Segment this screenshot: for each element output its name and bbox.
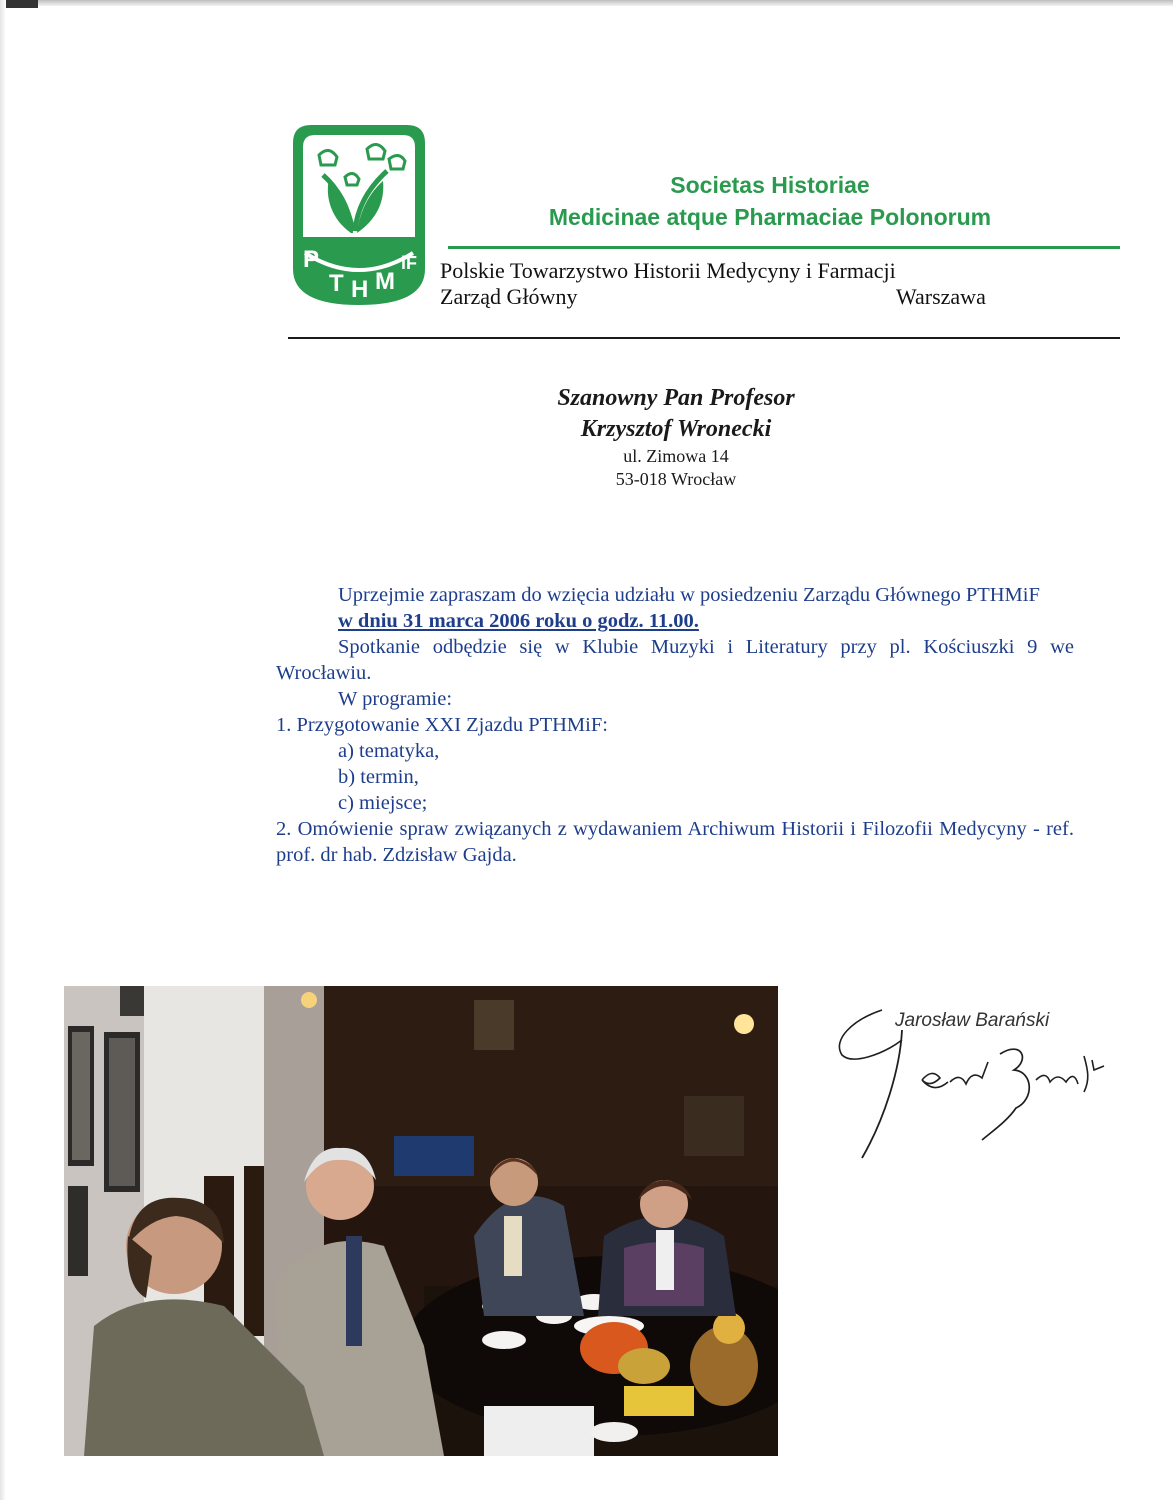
header-black-rule: [288, 337, 1120, 339]
program-item-1c: c) miejsce;: [338, 792, 428, 814]
meeting-venue: Spotkanie odbędzie się w Klubie Muzyki i Literatury przy pl. Kościuszki 9 we Wrocławiu.: [276, 636, 1074, 684]
svg-text:T: T: [329, 270, 344, 297]
svg-text:M: M: [375, 268, 395, 295]
scan-edge-top: [0, 0, 1173, 6]
recipient-city: 53-018 Wrocław: [615, 469, 737, 489]
header-green-rule: [448, 246, 1120, 249]
meeting-photograph: [64, 986, 778, 1456]
pthmif-logo: [289, 119, 429, 309]
organization-board: Zarząd Główny: [440, 284, 578, 309]
svg-text:P: P: [303, 246, 320, 273]
letter-body: [276, 582, 1074, 868]
program-item-2: 2. Omówienie spraw związanych z wydawaniem Archiwum Historii i Filozofii Medycyny - ref. prof. dr hab. Zdzisław Gajda.: [276, 818, 1074, 866]
meeting-date: w dniu 31 marca 2006 roku o godz. 11.00.: [338, 610, 699, 632]
handwritten-signature: [822, 1000, 1112, 1170]
recipient-salutation: Szanowny Pan Profesor: [557, 385, 795, 411]
signatory-name: Jarosław Barański: [895, 1010, 1050, 1031]
organization-city: Warszawa: [896, 284, 986, 309]
scan-edge-left: [0, 0, 6, 1500]
recipient-street: ul. Zimowa 14: [623, 446, 729, 466]
program-item-1a: a) tematyka,: [338, 740, 440, 762]
svg-text:iF: iF: [401, 253, 417, 273]
letter-intro: Uprzejmie zapraszam do wzięcia udziału w posiedzeniu Zarządu Głównego PTHMiF: [338, 584, 1040, 606]
society-latin-line1: Societas Historiae: [670, 172, 870, 198]
program-label: W programie:: [338, 688, 453, 710]
society-latin-line2: Medicinae atque Pharmaciae Polonorum: [548, 204, 992, 230]
recipient-name: Krzysztof Wronecki: [580, 416, 772, 442]
organization-name: Polskie Towarzystwo Historii Medycyny i Farmacji: [440, 258, 896, 283]
program-item-1b: b) termin,: [338, 766, 419, 788]
program-item-1: 1. Przygotowanie XXI Zjazdu PTHMiF:: [276, 714, 608, 736]
svg-text:H: H: [351, 276, 369, 303]
